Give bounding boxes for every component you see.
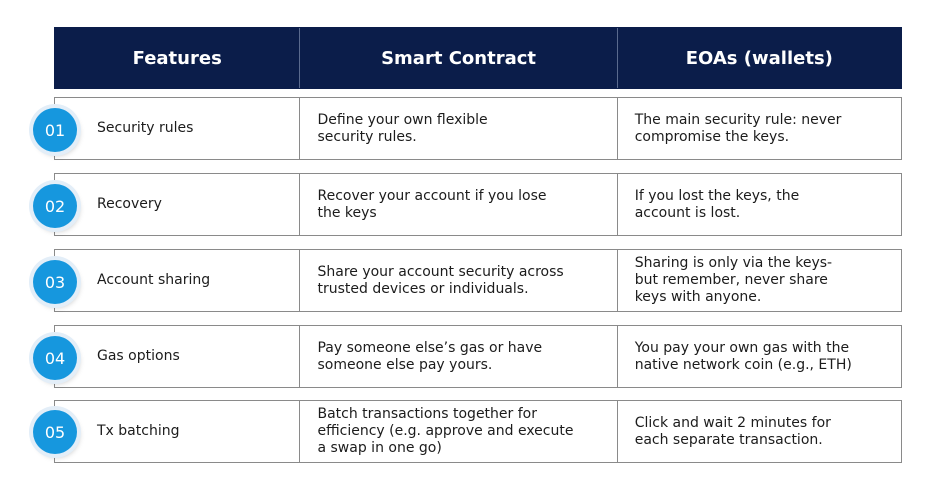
eoas-cell — [618, 174, 901, 235]
table-header — [54, 27, 902, 89]
eoas-text: Click and wait 2 minutes for each separate transaction. — [634, 414, 831, 448]
table-row — [54, 325, 902, 388]
eoas-text: If you lost the keys, the account is lost. — [634, 187, 800, 221]
smart-contract-cell — [300, 401, 617, 462]
feature-label: Account sharing — [97, 272, 211, 288]
feature-cell — [55, 326, 300, 387]
feature-label: Recovery — [97, 196, 162, 212]
smart-contract-cell — [300, 250, 617, 311]
row-number-badge: 05 — [33, 410, 77, 454]
feature-cell — [55, 98, 300, 159]
header-eoas: EOAs (wallets) — [685, 47, 833, 69]
header-smart-contract: Smart Contract — [300, 28, 617, 88]
eoas-text: You pay your own gas with the native network coin (e.g., ETH) — [634, 339, 852, 373]
eoas-cell — [618, 250, 901, 311]
table-row — [54, 173, 902, 236]
table-row — [54, 97, 902, 160]
smart-contract-cell — [300, 174, 617, 235]
feature-cell — [55, 250, 300, 311]
eoas-cell — [618, 401, 901, 462]
feature-label: Tx batching — [97, 423, 180, 439]
smart-contract-text: Define your own flexible security rules. — [317, 111, 488, 145]
smart-contract-text: Pay someone else’s gas or have someone else pay yours. — [317, 339, 543, 373]
smart-contract-cell — [300, 326, 617, 387]
eoas-cell — [618, 98, 901, 159]
feature-cell — [55, 174, 300, 235]
feature-cell — [55, 401, 300, 462]
table-row — [54, 400, 902, 463]
smart-contract-cell — [300, 98, 617, 159]
feature-label: Security rules — [97, 120, 194, 136]
header-features: Features — [55, 28, 300, 88]
table-row — [54, 249, 902, 312]
eoas-text: The main security rule: never compromise the keys. — [634, 111, 842, 145]
eoas-cell — [618, 326, 901, 387]
smart-contract-text: Share your account security across trusted devices or individuals. — [317, 263, 564, 297]
row-number-badge: 02 — [33, 184, 77, 228]
smart-contract-text: Batch transactions together for efficiency (e.g. approve and execute a swap in one go) — [317, 406, 574, 456]
row-number-badge: 01 — [33, 108, 77, 152]
smart-contract-text: Recover your account if you lose the keys — [317, 187, 547, 221]
row-number-badge: 03 — [33, 260, 77, 304]
row-number-badge: 04 — [33, 336, 77, 380]
feature-label: Gas options — [97, 348, 180, 364]
eoas-text: Sharing is only via the keys- but remember, never share keys with anyone. — [634, 255, 833, 305]
